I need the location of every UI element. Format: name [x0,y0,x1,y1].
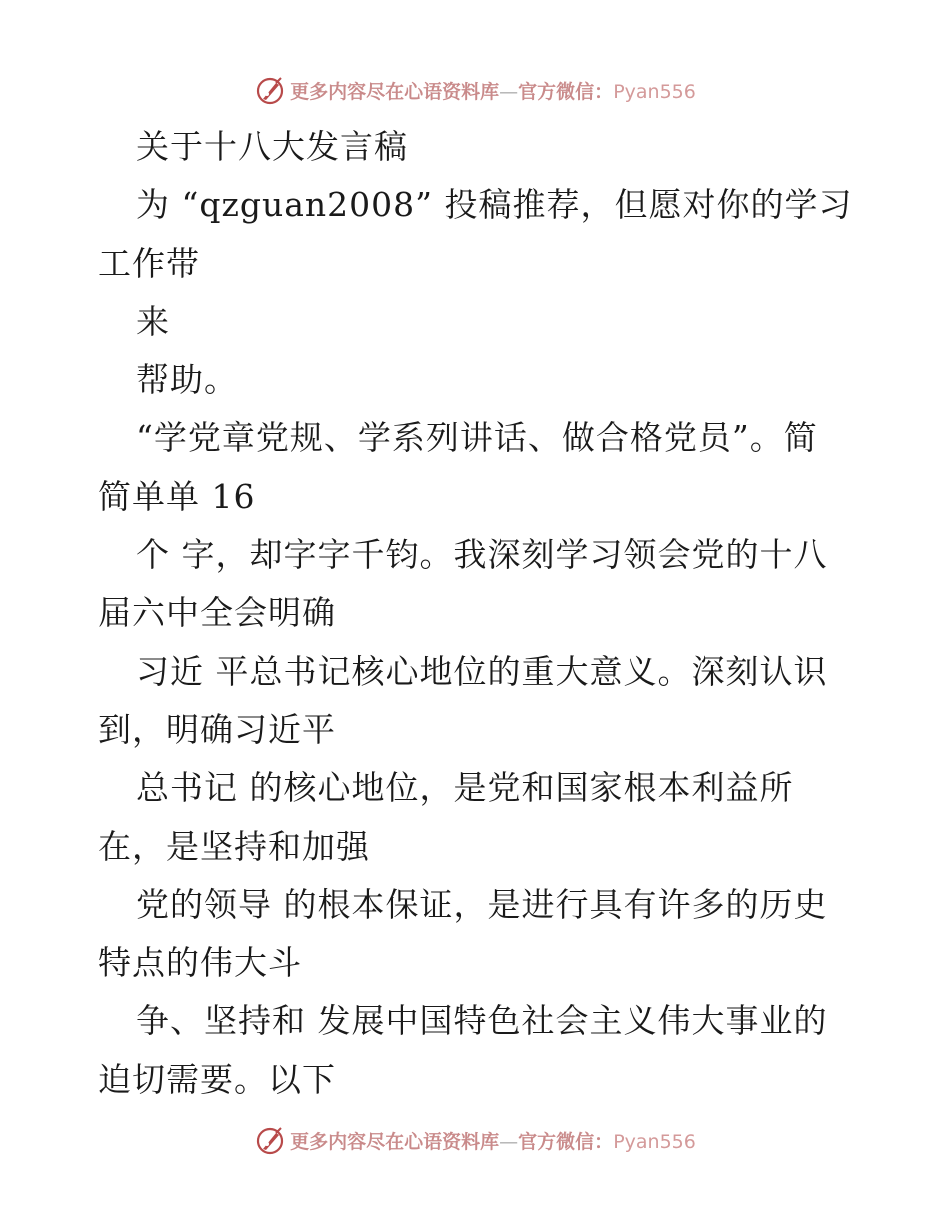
banner-sub: 官方微信： [518,1130,614,1153]
text-line: 到，明确习近平 [98,709,336,749]
banner-main: 更多内容尽在心语资料库 [290,1130,500,1153]
banner-text [290,77,696,104]
text-line: 习近 平总书记核心地位的重大意义。深刻认识 [136,651,828,691]
text-line: “学党章党规、学系列讲话、做合格党员”。简 [136,418,818,458]
text-line: 争、坚持和 发展中国特色社会主义伟大事业的 [136,1001,828,1041]
text-line: 总书记 的核心地位，是党和国家根本利益所 [136,768,794,808]
text-line: 党的领导 的根本保证，是进行具有许多的历史 [136,884,828,924]
banner-sub: 官方微信： [518,80,614,103]
document-body [98,118,858,1109]
banner-handle: Pyan556 [613,1130,696,1153]
header-banner [0,70,950,110]
banner-handle: Pyan556 [613,80,696,103]
text-line: 来 [136,301,170,341]
banner-dash: — [499,1130,519,1153]
text-line: 帮助。 [136,360,238,400]
banner-main: 更多内容尽在心语资料库 [290,80,500,103]
text-line: 迫切需要。以下 [98,1059,336,1099]
banner-dash: — [499,80,519,103]
text-line: 届六中全会明确 [98,593,336,633]
quill-pen-logo-icon [254,1124,286,1156]
text-line: 简单单 16 [98,476,256,516]
footer-banner [0,1120,950,1160]
text-line: 为 “qzguan2008” 投稿推荐，但愿对你的学习 [136,185,853,225]
banner-text [290,1127,696,1154]
text-line: 工作带 [98,243,200,283]
text-line: 关于十八大发言稿 [136,127,408,166]
text-line: 特点的伟大斗 [98,943,302,983]
text-line: 个 字，却字字千钧。我深刻学习领会党的十八 [136,535,828,575]
text-line: 在，是坚持和加强 [98,826,370,866]
quill-pen-logo-icon [254,74,286,106]
